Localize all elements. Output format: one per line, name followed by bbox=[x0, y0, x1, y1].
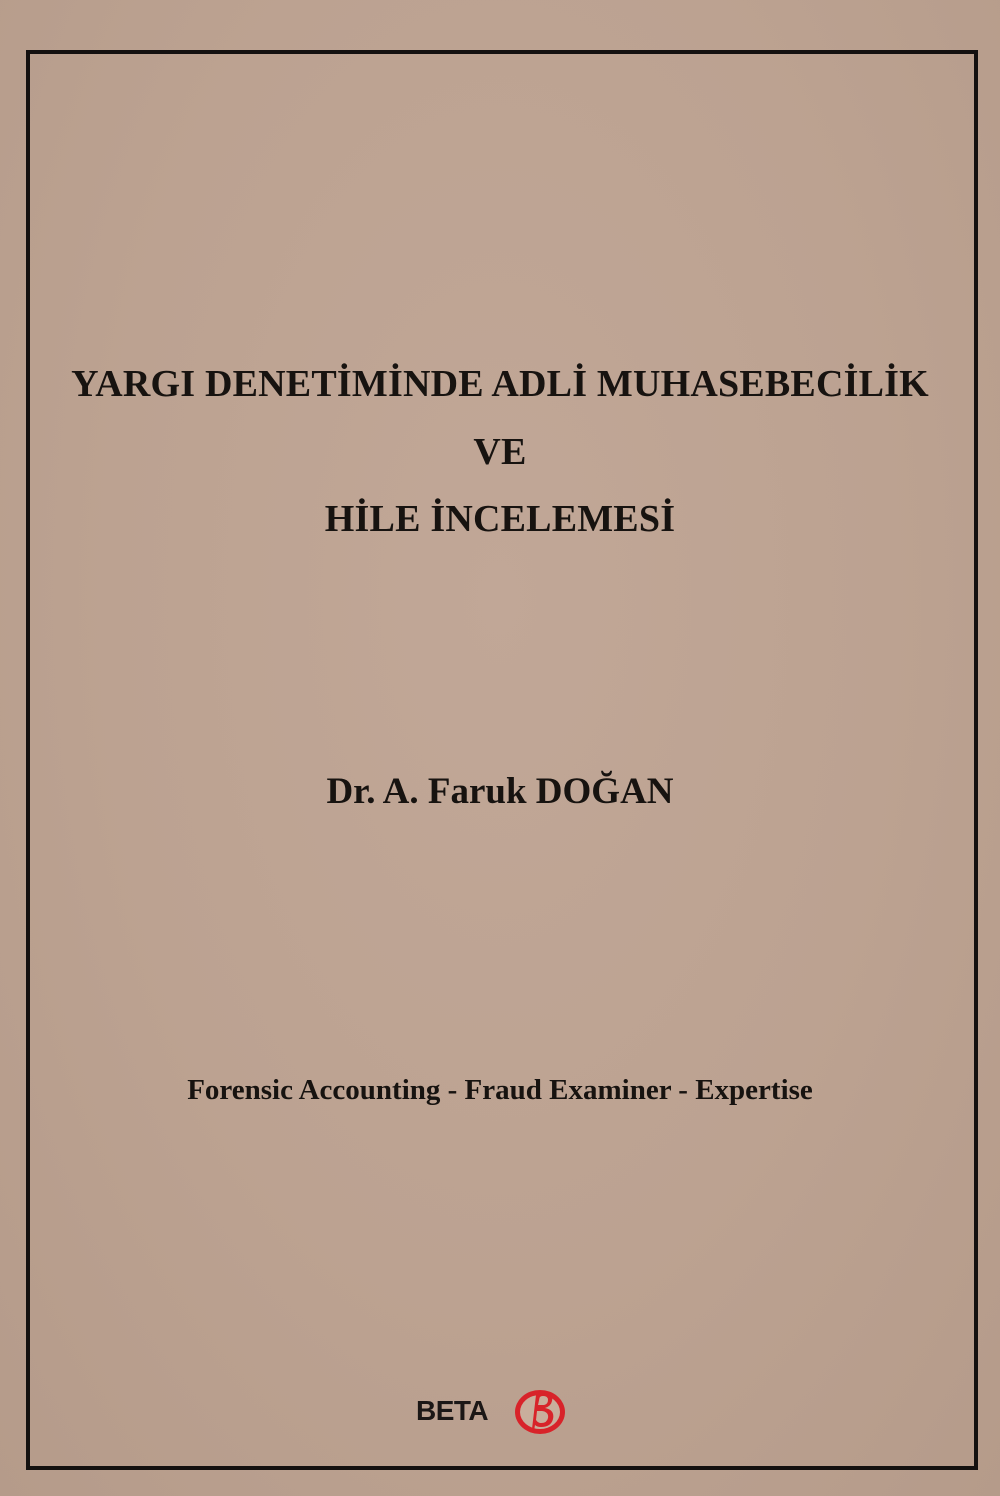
publisher-logo bbox=[416, 1383, 586, 1439]
subtitle-tagline: Forensic Accounting - Fraud Examiner - Expertise bbox=[187, 1074, 813, 1106]
beta-b-circle-icon bbox=[510, 1385, 578, 1437]
title-line-2: VE bbox=[473, 431, 527, 473]
cover-frame bbox=[26, 50, 978, 1470]
author-name: Dr. A. Faruk DOĞAN bbox=[326, 771, 674, 812]
publisher-name: BETA bbox=[416, 1395, 489, 1426]
title-line-1: YARGI DENETİMİNDE ADLİ MUHASEBECİLİK bbox=[71, 363, 929, 405]
title-line-3: HİLE İNCELEMESİ bbox=[324, 498, 676, 540]
